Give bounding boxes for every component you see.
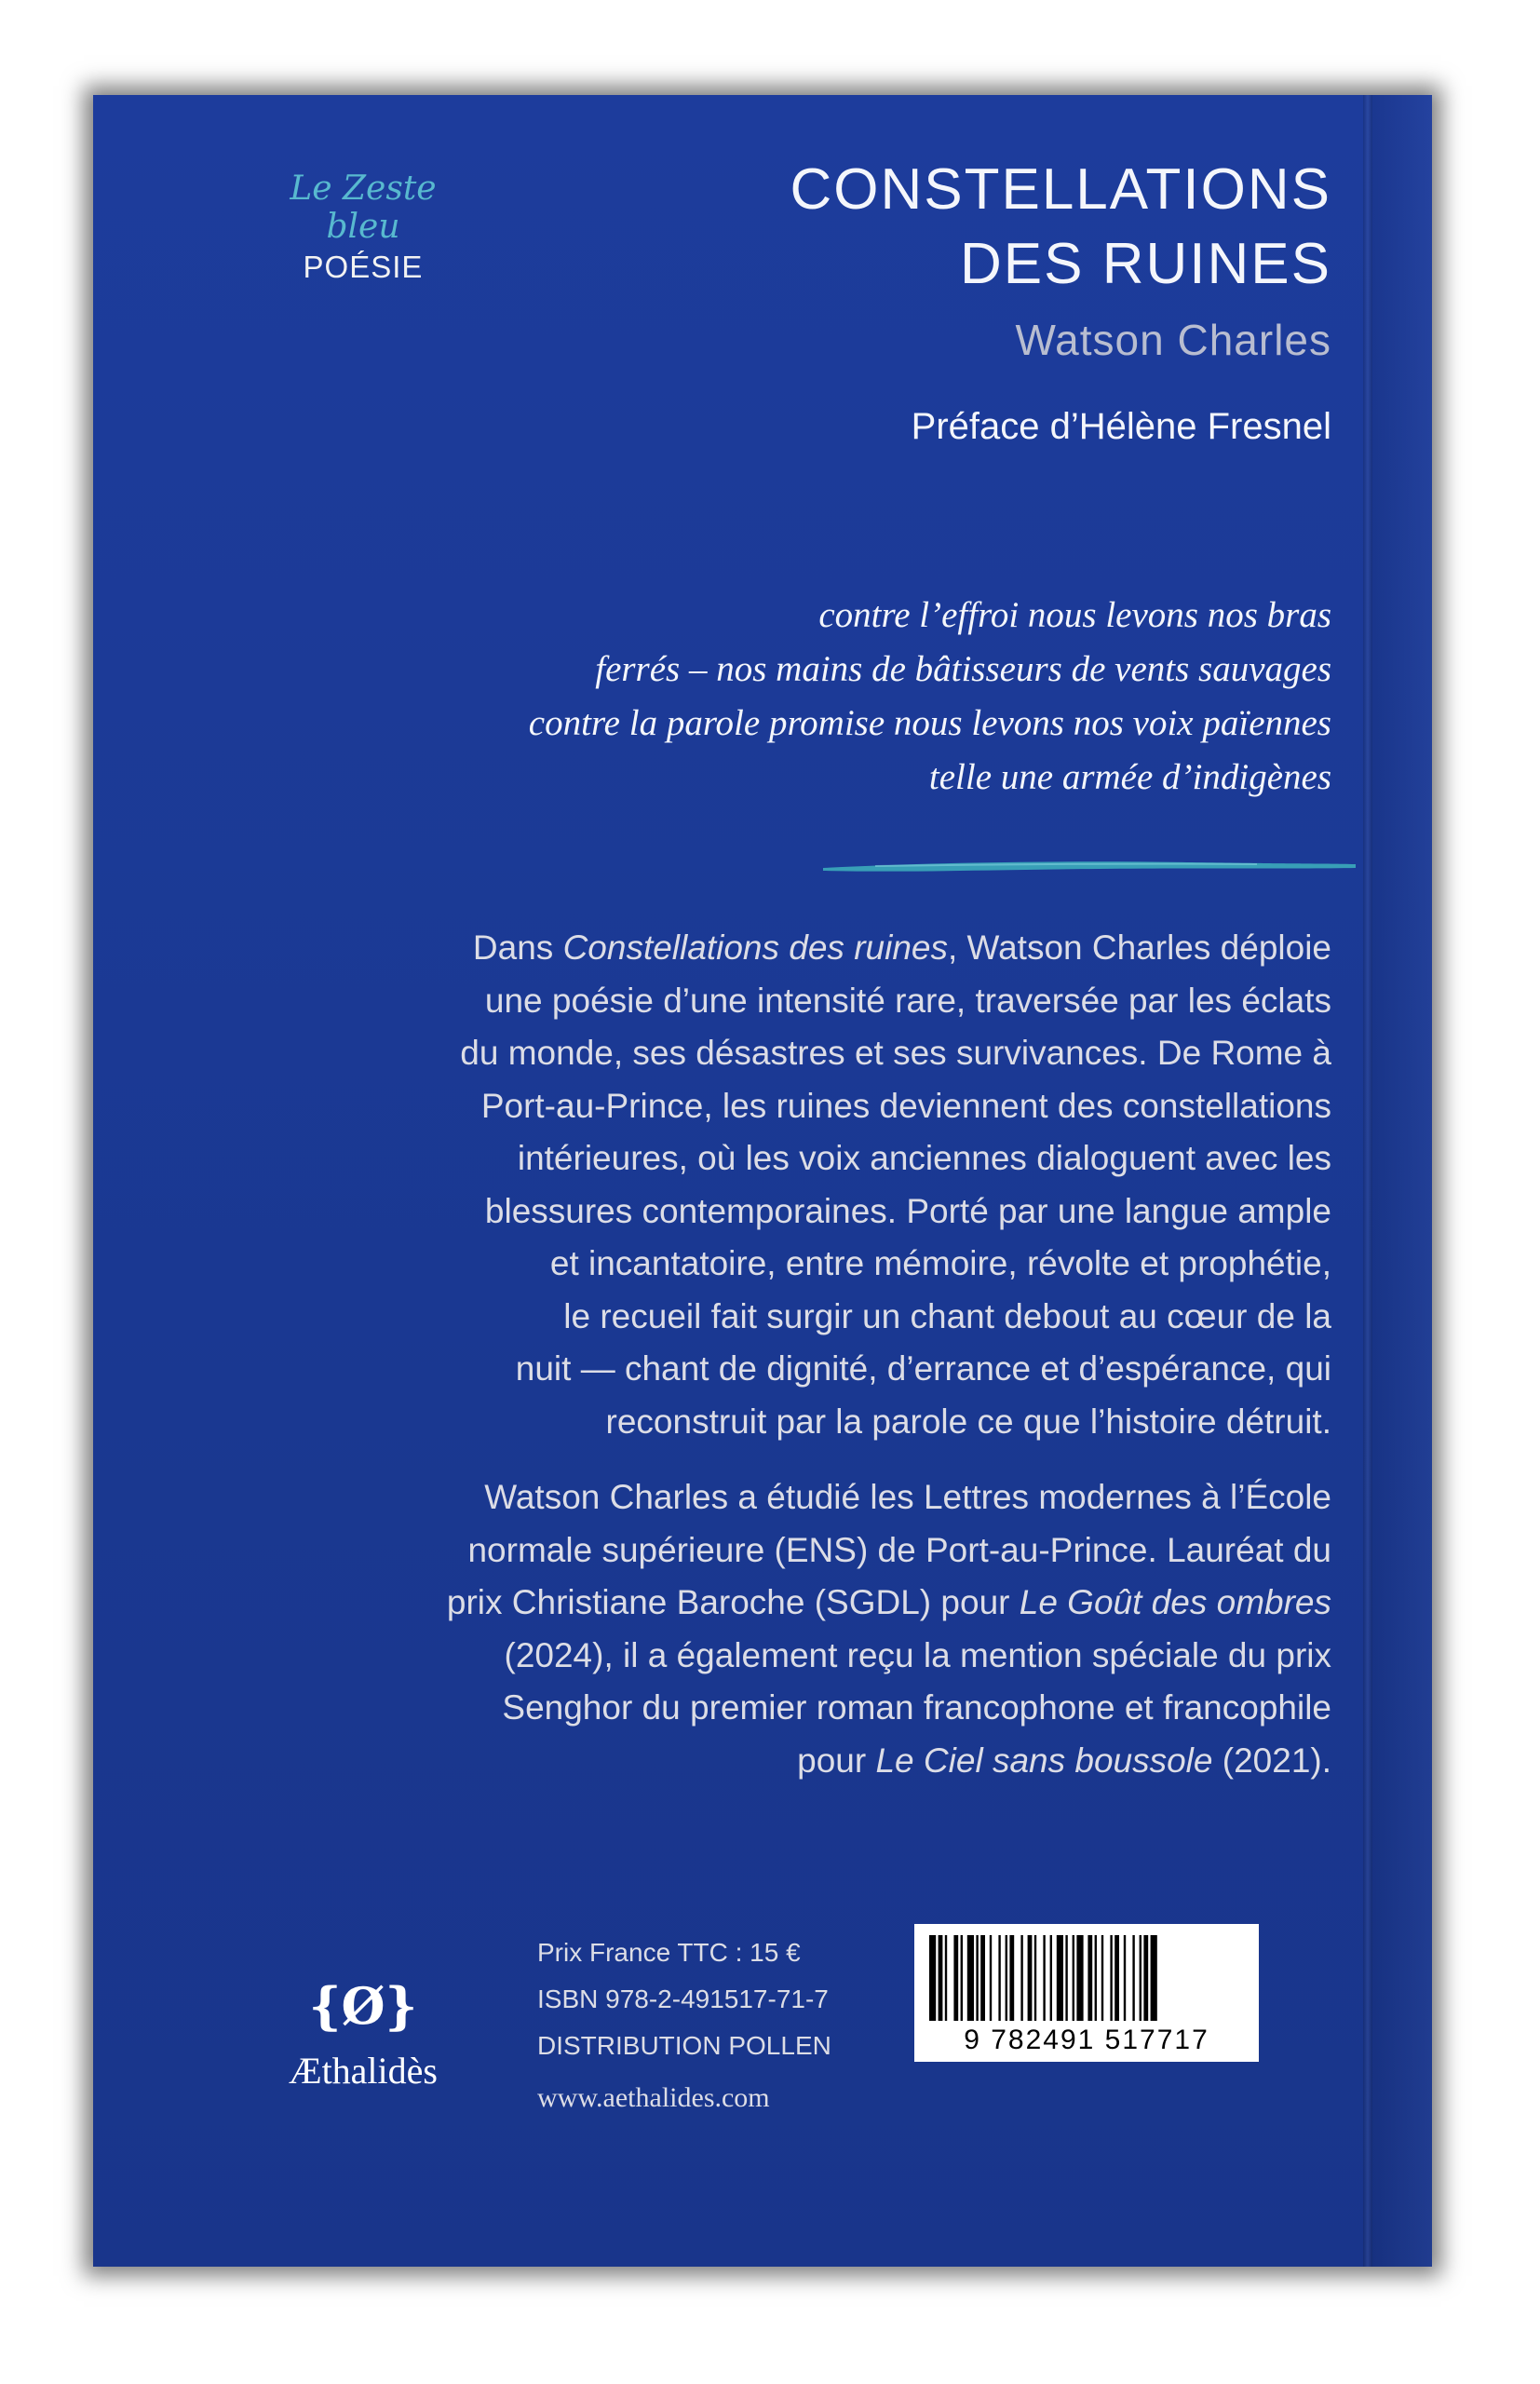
text-line [400,1471,1331,1524]
text-segment: prix Christiane Baroche (SGDL) pour [446,1583,1020,1621]
text-line [400,1080,1331,1133]
barcode-bar [967,1935,974,2021]
text-line [400,1735,1331,1788]
barcode-bar [1057,1935,1063,2021]
barcode-bar [1073,1935,1074,2021]
author-bio [400,1471,1331,1787]
text-segment: (2021). [1212,1741,1331,1780]
barcode-bar [1028,1935,1033,2021]
text-segment: une poésie d’une intensité rare, traversée par les éclats [484,981,1331,1020]
text-segment: et incantatoire, entre mémoire, révolte et prophétie, [549,1244,1331,1282]
barcode-bar [953,1935,958,2021]
barcode-bar [1087,1935,1092,2021]
text-line [400,1027,1331,1080]
barcode-bar [1095,1935,1097,2021]
barcode-bar [1151,1935,1157,2021]
text-segment: Le Ciel sans boussole [875,1741,1213,1780]
poem-line: ferrés – nos mains de bâtisseurs de vents sauvages [595,649,1331,689]
barcode-bar [1124,1935,1126,2021]
text-line [400,922,1331,975]
spine-fold [1363,95,1372,2267]
barcode-bar [1140,1935,1141,2021]
text-line [400,1238,1331,1291]
barcode-bar [1034,1935,1036,2021]
genre-label: POÉSIE [303,250,424,284]
poem-excerpt [529,589,1331,805]
text-segment: reconstruit par la parole ce que l’histoire détruit. [605,1402,1331,1441]
poem-line: contre la parole promise nous levons nos voix païennes [528,703,1331,743]
barcode-bar [1050,1935,1052,2021]
text-segment: intérieures, où les voix anciennes dialoguent avec les [517,1139,1331,1177]
text-segment: Senghor du premier roman francophone et francophile [502,1688,1331,1727]
barcode-bar [1076,1935,1083,2021]
distribution-text: DISTRIBUTION POLLEN [537,2031,831,2060]
barcode-bar [1132,1935,1134,2021]
barcode-number: 9 782491 517717 [964,2025,1209,2055]
barcode-bars [929,1935,1244,2021]
publisher-name: Æthalidès [289,2050,438,2092]
text-line [400,1524,1331,1578]
barcode-bar [1006,1935,1007,2021]
text-segment: Le Goût des ombres [1019,1583,1331,1621]
back-cover [93,95,1432,2267]
spine-edge [1372,95,1432,2267]
book-description [400,922,1331,1448]
title-line: DES RUINES [960,232,1331,296]
text-line [400,1132,1331,1185]
publisher-logo [251,1976,475,2093]
poem-line: contre l’effroi nous levons nos bras [818,595,1331,635]
barcode-bar [1020,1935,1022,2021]
text-line [400,1343,1331,1396]
brush-stroke-divider [819,857,1359,875]
collection-name: Le Zeste bleu [290,169,437,246]
poem-line: telle une armée d’indigènes [928,757,1331,797]
barcode-bar [1110,1935,1112,2021]
text-segment: Port-au-Prince, les ruines deviennent des constellations [480,1086,1331,1125]
isbn-text: ISBN 978-2-491517-71-7 [537,1984,829,2013]
text-line [400,1577,1331,1630]
barcode-bar [980,1935,985,2021]
text-segment: (2024), il a également reçu la mention spéciale du prix [504,1635,1331,1674]
barcode-bar [1009,1935,1014,2021]
barcode-bar [929,1935,936,2021]
text-segment: du monde, ses désastres et ses survivances. De Rome à [460,1034,1331,1072]
text-segment: le recueil fait surgir un chant debout au cœur de la [563,1296,1331,1335]
barcode-bar [1101,1935,1103,2021]
text-segment: Watson Charles a étudié les Lettres modernes à l’École [484,1478,1331,1516]
publisher-url: www.aethalides.com [537,2082,770,2113]
barcode-bar [990,1935,992,2021]
text-segment: nuit — chant de dignité, d’errance et d’espérance, qui [515,1349,1331,1388]
barcode-bar [1065,1935,1067,2021]
barcode-bar [976,1935,978,2021]
preface-credit: Préface d’Hélène Fresnel [911,406,1331,447]
author-name: Watson Charles [1015,316,1331,364]
text-segment: blessures contemporaines. Porté par une langue ample [484,1191,1331,1230]
publisher-mark-icon: {Ø} [308,1976,418,2036]
text-line [400,1630,1331,1683]
barcode-bar [1114,1935,1119,2021]
publication-info [537,1930,831,2121]
text-segment: Constellations des ruines [562,928,948,967]
text-line [400,1185,1331,1239]
barcode-bar [961,1935,963,2021]
isbn-barcode [914,1924,1259,2062]
text-segment: Dans [472,928,563,967]
text-segment: normale supérieure (ENS) de Port-au-Prince. Lauréat du [467,1530,1331,1569]
book-title [790,153,1331,302]
text-line [400,1396,1331,1449]
barcode-bar [1143,1935,1148,2021]
barcode-bar [1043,1935,1045,2021]
barcode-bar [945,1935,947,2021]
text-line [400,1682,1331,1735]
barcode-bar [998,1935,1000,2021]
price-text: Prix France TTC : 15 € [537,1938,801,1967]
text-segment: , Watson Charles déploie [947,928,1331,967]
text-line [400,975,1331,1028]
text-line [400,1291,1331,1344]
text-segment: pour [797,1741,876,1780]
barcode-bar [939,1935,943,2021]
title-line: CONSTELLATIONS [790,157,1331,222]
